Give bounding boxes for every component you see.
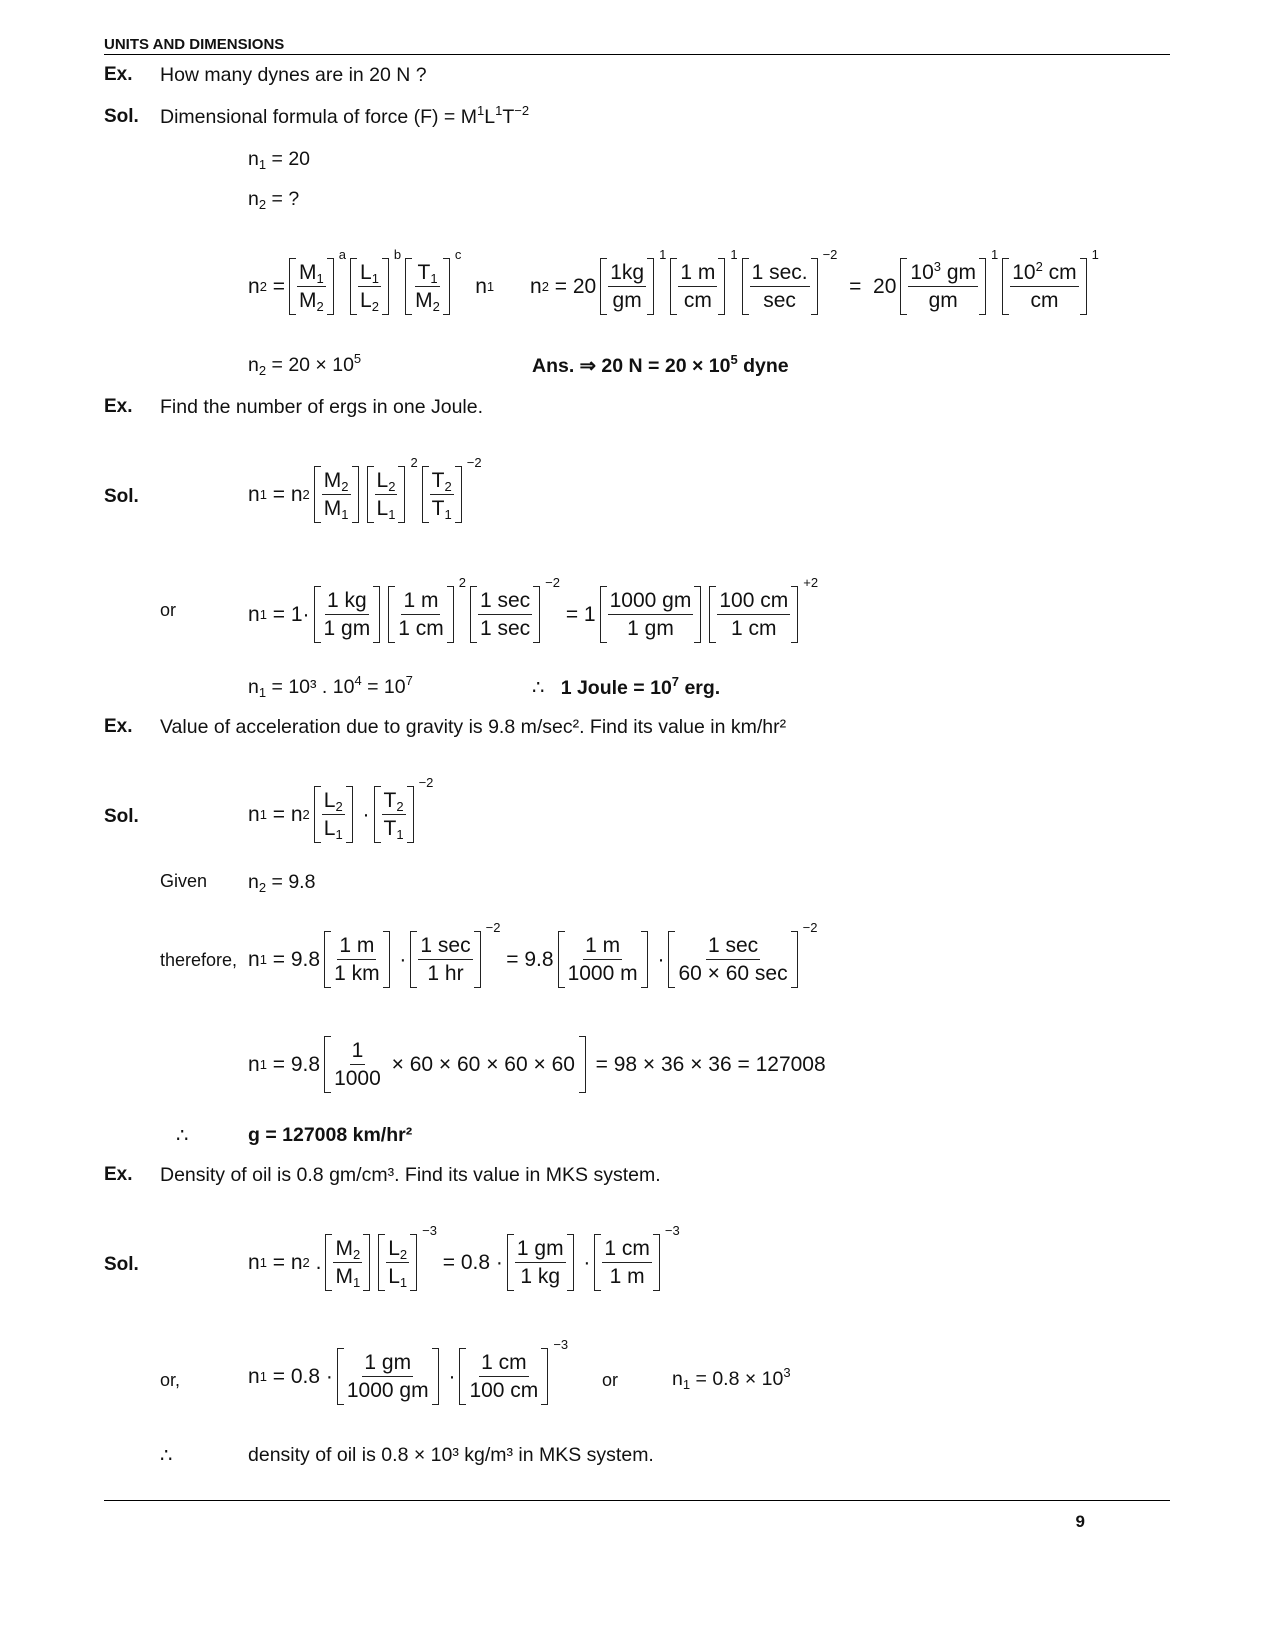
- sol-label: Sol.: [104, 806, 139, 827]
- ex4-formula-substituted: n 1 = 0.8 · 1 gm 1000 gm · 1 cm 100 cm −3: [248, 1337, 569, 1402]
- ex2-question: Find the number of ergs in one Joule.: [160, 396, 484, 418]
- footer-rule: [104, 1500, 1170, 1501]
- sol-label: Sol.: [104, 1254, 139, 1275]
- ex3-formula-general: n 1 = n 2 $L_2$ $L_1$ · $T_2$ $T_1$ −2: [248, 775, 434, 842]
- ex1-question: How many dynes are in 20 N ?: [160, 64, 427, 86]
- therefore-label: therefore,: [160, 950, 238, 970]
- ex3-question: Value of acceleration due to gravity is 9.8 m/sec². Find its value in km/hr²: [160, 716, 787, 738]
- ex2-conclusion: ∴ 1 Joule = $10^7$ erg.: [532, 674, 721, 699]
- ex4-alt: $n_1 = 0.8 \times 10^3$: [672, 1365, 791, 1392]
- ex1-sol-intro: Dimensional formula of force $(F) = M^1L^1T^{-2}$: [160, 103, 530, 128]
- ex4-formula-general: n 1 = n 2 . $M_2$ $M_1$ $L_2$ $L_1$ −3 = 0.8 · 1 gm 1 kg · 1 cm 1 m −3: [248, 1223, 680, 1290]
- ex2-result: $n_1 = 10^3$ . $10^4 = 10^7$: [248, 673, 413, 700]
- ex3-formula-substituted: n 1 = 9.8 1 m 1 km · 1 sec 1 hr −2 = 9.8 1 m 1000 m · 1 sec 60 × 60 sec −2: [248, 920, 818, 985]
- ex1-n1: $n_1 = 20$: [248, 148, 311, 172]
- ex-label: Ex.: [104, 396, 133, 417]
- ex1-formula-substituted: n 2 = 20 1kg gm 1 1 m cm 1 1 sec. sec −2 = 20 $10^3$ gm gm 1 $10^2$ cm cm 1: [530, 247, 1099, 312]
- given-label: Given: [160, 871, 208, 891]
- ex4-question: Density of oil is 0.8 gm/cm³. Find its value in MKS system.: [160, 1164, 661, 1186]
- therefore-symbol: ∴: [176, 1125, 189, 1147]
- ex1-n2-result: $n_2 = 20 \times 10^5$: [248, 351, 362, 378]
- or-label: or: [602, 1370, 619, 1390]
- ex-label: Ex.: [104, 64, 133, 85]
- ex1-n2: $n_2$ = ?: [248, 188, 300, 212]
- ex3-conclusion: g = 127008 km/hr²: [248, 1124, 413, 1146]
- therefore-symbol: ∴: [160, 1445, 173, 1467]
- ex3-formula-expanded: n 1 = 9.8 1 1000 × 60 × 60 × 60 × 60 = 98 × 36 × 36 = 127008: [248, 1039, 826, 1090]
- ex-label: Ex.: [104, 1164, 133, 1185]
- ex3-given: $n_2 = 9.8$: [248, 871, 316, 895]
- ex4-conclusion: density of oil is 0.8 × 10³ kg/m³ in MKS system.: [248, 1444, 654, 1466]
- page-number: 9: [1075, 1512, 1085, 1531]
- ex1-formula-general: n 2 = $M_1$ $M_2$ a $L_1$ $L_2$ b $T_1$ $M_2$ c n 1: [248, 247, 495, 314]
- running-header: UNITS AND DIMENSIONS: [104, 36, 285, 53]
- ex1-answer: Ans. ⇒ 20 $N = 20 \times 10^5$ dyne: [532, 352, 789, 377]
- ex-label: Ex.: [104, 716, 133, 737]
- sol-label: Sol.: [104, 106, 139, 127]
- ex2-formula-substituted: n 1 = 1· 1 kg 1 gm 1 m 1 cm 2 1 sec 1 sec −2 = 1 1000 gm 1 gm 100 cm 1 cm +2: [248, 575, 819, 640]
- or-label: or: [160, 600, 177, 620]
- header-rule: [104, 54, 1170, 55]
- ex2-formula-general: n 1 = n 2 $M_2$ $M_1$ $L_2$ $L_1$ 2 $T_2$ $T_1$ −2: [248, 455, 482, 522]
- sol-label: Sol.: [104, 486, 139, 507]
- or-comma-label: or,: [160, 1370, 181, 1390]
